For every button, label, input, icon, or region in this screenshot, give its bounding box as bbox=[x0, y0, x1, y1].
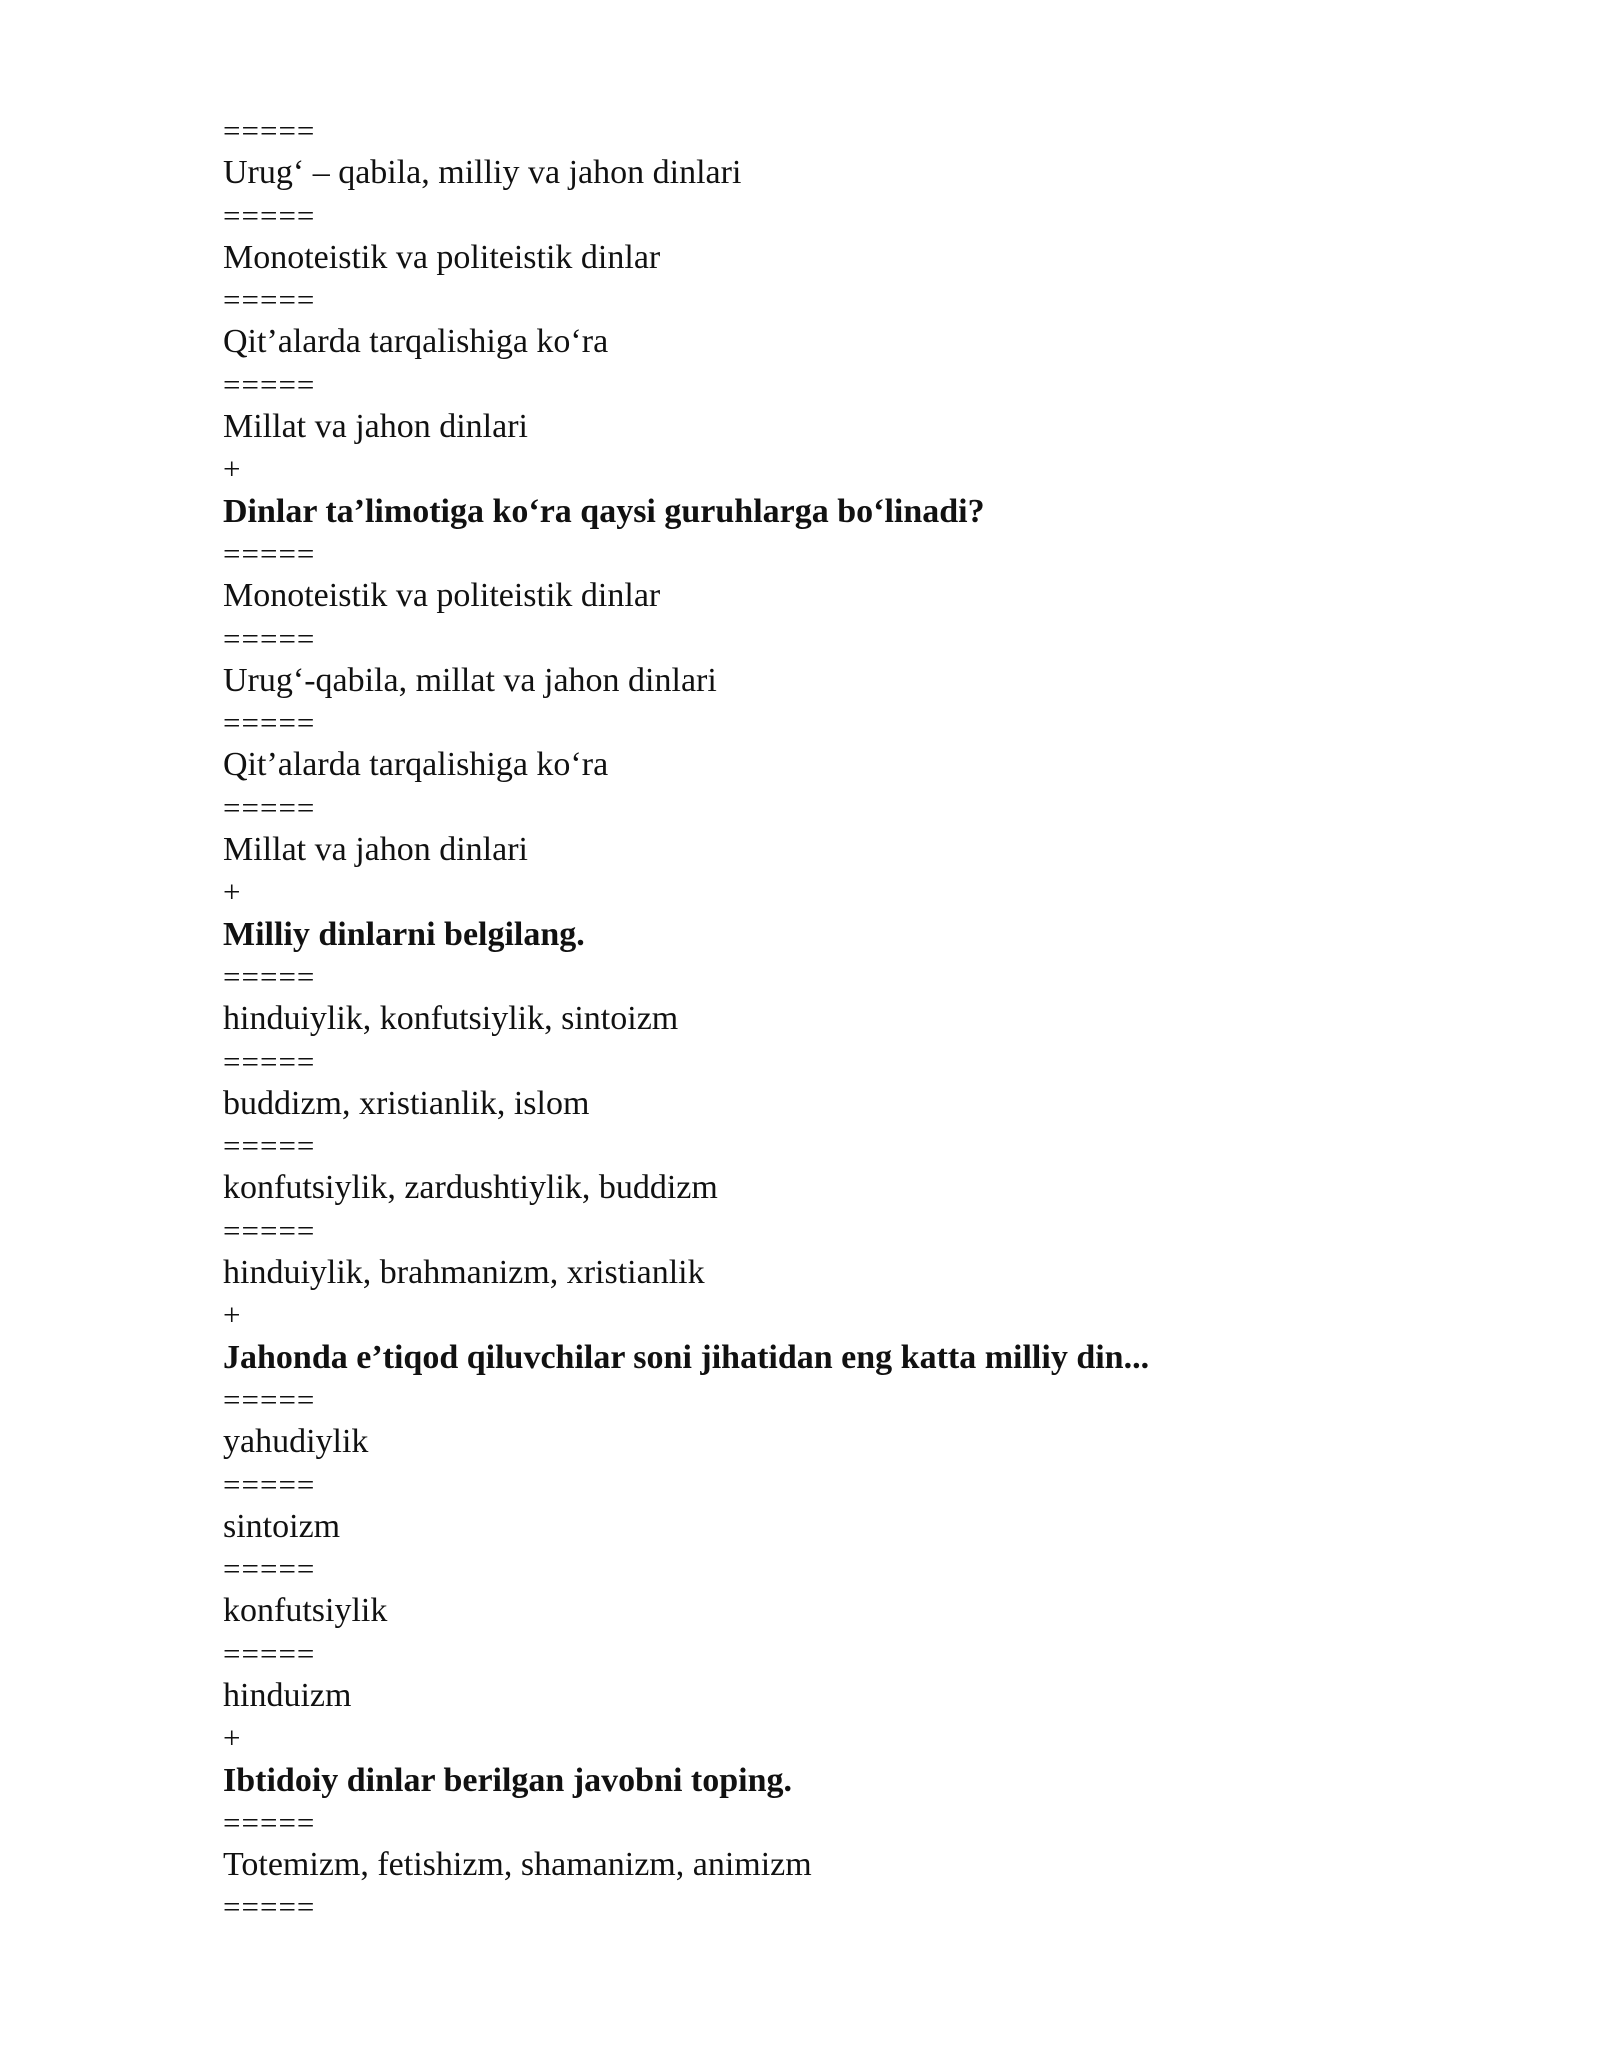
answer-option: hinduiylik, konfutsiylik, sintoizm bbox=[223, 1000, 679, 1038]
answer-option: Urug‘-qabila, millat va jahon dinlari bbox=[223, 661, 717, 699]
answer-option: yahudiylik bbox=[223, 1423, 369, 1461]
question-text: Milliy dinlarni belgilang. bbox=[223, 915, 585, 953]
answer-option: Urug‘ – qabila, milliy va jahon dinlari bbox=[223, 154, 742, 192]
answer-option: sintoizm bbox=[223, 1507, 341, 1545]
answer-separator: ===== bbox=[223, 282, 316, 318]
answer-separator: ===== bbox=[223, 1212, 316, 1248]
answer-separator: ===== bbox=[223, 366, 316, 402]
question-marker: + bbox=[223, 451, 241, 487]
answer-option: Qit’alarda tarqalishiga ko‘ra bbox=[223, 746, 609, 784]
answer-option: Monoteistik va politeistik dinlar bbox=[223, 577, 661, 615]
answer-separator: ===== bbox=[223, 535, 316, 571]
answer-option: konfutsiylik, zardushtiylik, buddizm bbox=[223, 1169, 718, 1207]
answer-separator: ===== bbox=[223, 705, 316, 741]
answer-option: Totemizm, fetishizm, shamanizm, animizm bbox=[223, 1846, 812, 1884]
answer-option: hinduiylik, brahmanizm, xristianlik bbox=[223, 1254, 705, 1292]
answer-option: konfutsiylik bbox=[223, 1592, 388, 1630]
answer-separator: ===== bbox=[223, 1043, 316, 1079]
question-text: Ibtidoiy dinlar berilgan javobni toping. bbox=[223, 1761, 793, 1799]
answer-option: Monoteistik va politeistik dinlar bbox=[223, 238, 661, 276]
answer-separator: ===== bbox=[223, 1551, 316, 1587]
answer-separator: ===== bbox=[223, 113, 316, 148]
answer-option: Millat va jahon dinlari bbox=[223, 408, 528, 446]
question-text: Jahonda e’tiqod qiluvchilar soni jihatidan eng katta milliy din... bbox=[223, 1338, 1150, 1376]
question-text: Dinlar ta’limotiga ko‘ra qaysi guruhlarga bo‘linadi? bbox=[223, 492, 985, 530]
answer-separator: ===== bbox=[223, 1635, 316, 1671]
question-marker: + bbox=[223, 874, 241, 910]
answer-option: Qit’alarda tarqalishiga ko‘ra bbox=[223, 323, 609, 361]
answer-option: Millat va jahon dinlari bbox=[223, 831, 528, 869]
answer-option: hinduizm bbox=[223, 1676, 352, 1714]
document-content bbox=[223, 110, 1423, 1929]
answer-separator: ===== bbox=[223, 1889, 316, 1925]
answer-separator: ===== bbox=[223, 958, 316, 994]
answer-separator: ===== bbox=[223, 620, 316, 656]
question-marker: + bbox=[223, 1297, 241, 1333]
question-marker: + bbox=[223, 1720, 241, 1756]
answer-separator: ===== bbox=[223, 789, 316, 825]
answer-separator: ===== bbox=[223, 197, 316, 233]
answer-separator: ===== bbox=[223, 1381, 316, 1417]
answer-separator: ===== bbox=[223, 1128, 316, 1164]
answer-separator: ===== bbox=[223, 1804, 316, 1840]
answer-separator: ===== bbox=[223, 1466, 316, 1502]
answer-option: buddizm, xristianlik, islom bbox=[223, 1084, 590, 1122]
